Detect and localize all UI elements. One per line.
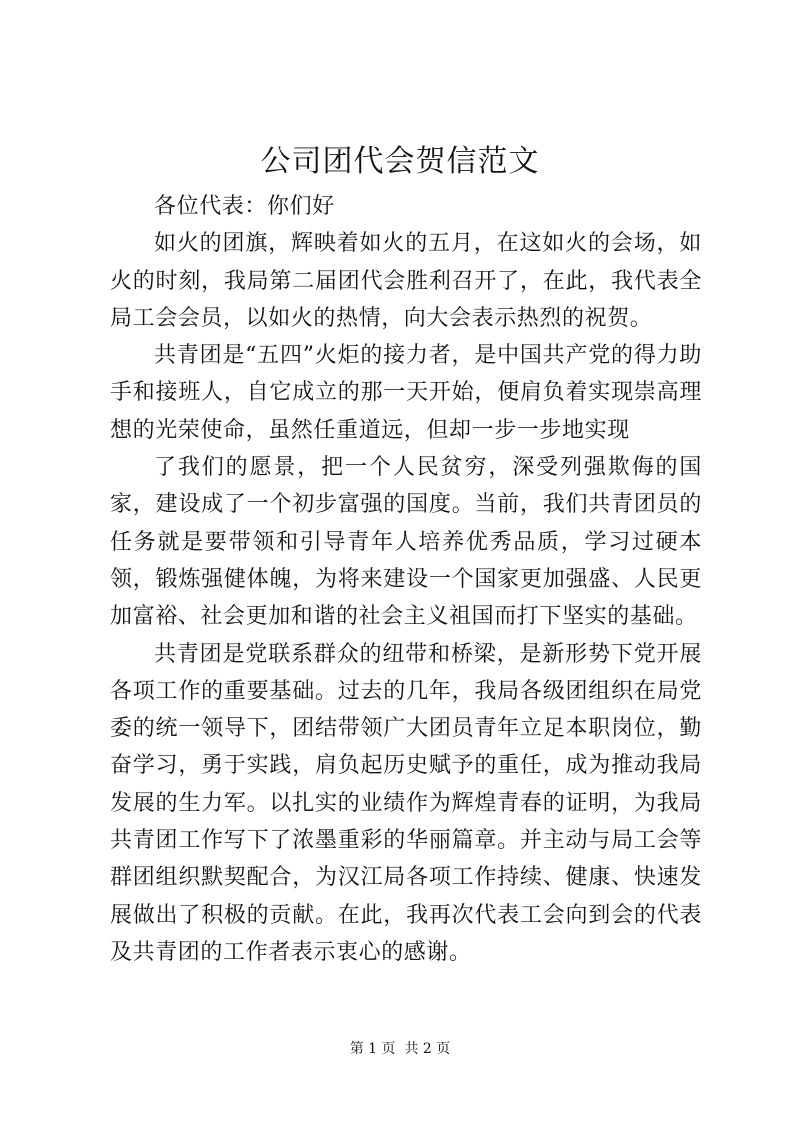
page-title: 公司团代会贺信范文 [260, 144, 540, 179]
paragraph-1: 如火的团旗，辉映着如火的五月，在这如火的会场，如火的时刻，我局第二届团代会胜利召开了，在此，我代表全局工会会员，以如火的热情，向大会表示热烈的祝贺。 [110, 231, 702, 331]
page-number: 第 1 页 共 2 页 [349, 1041, 451, 1057]
page-footer [0, 1039, 800, 1059]
paragraph-3: 了我们的愿景，把一个人民贫穷，深受列强欺侮的国家，建设成了一个初步富强的国度。当前，我们共青团员的任务就是要带领和引导青年人培养优秀品质，学习过硬本领，锻炼强健体魄，为将来建设一个国家更加强盛、人民更加富裕、社会更加和谐的社会主义祖国而打下坚实的基础。 [110, 455, 702, 630]
letter-body [110, 188, 702, 971]
paragraph-4: 共青团是党联系群众的纽带和桥梁，是新形势下党开展各项工作的重要基础。过去的几年，我局各级团组织在局党委的统一领导下，团结带领广大团员青年立足本职岗位，勤奋学习，勇于实践，肩负起历史赋予的重任，成为推动我局发展的生力军。以扎实的业绩作为辉煌青春的证明，为我局共青团工作写下了浓墨重彩的华丽篇章。并主动与局工会等群团组织默契配合，为汉江局各项工作持续、健康、快速发展做出了积极的贡献。在此，我再次代表工会向到会的代表及共青团的工作者表示衷心的感谢。 [110, 641, 702, 965]
salutation: 各位代表：你们好 [154, 194, 335, 219]
paragraph-2: 共青团是“五四”火炬的接力者，是中国共产党的得力助手和接班人，自它成立的那一天开始，便肩负着实现崇高理想的光荣使命，虽然任重道远，但却一步一步地实现 [110, 343, 702, 443]
